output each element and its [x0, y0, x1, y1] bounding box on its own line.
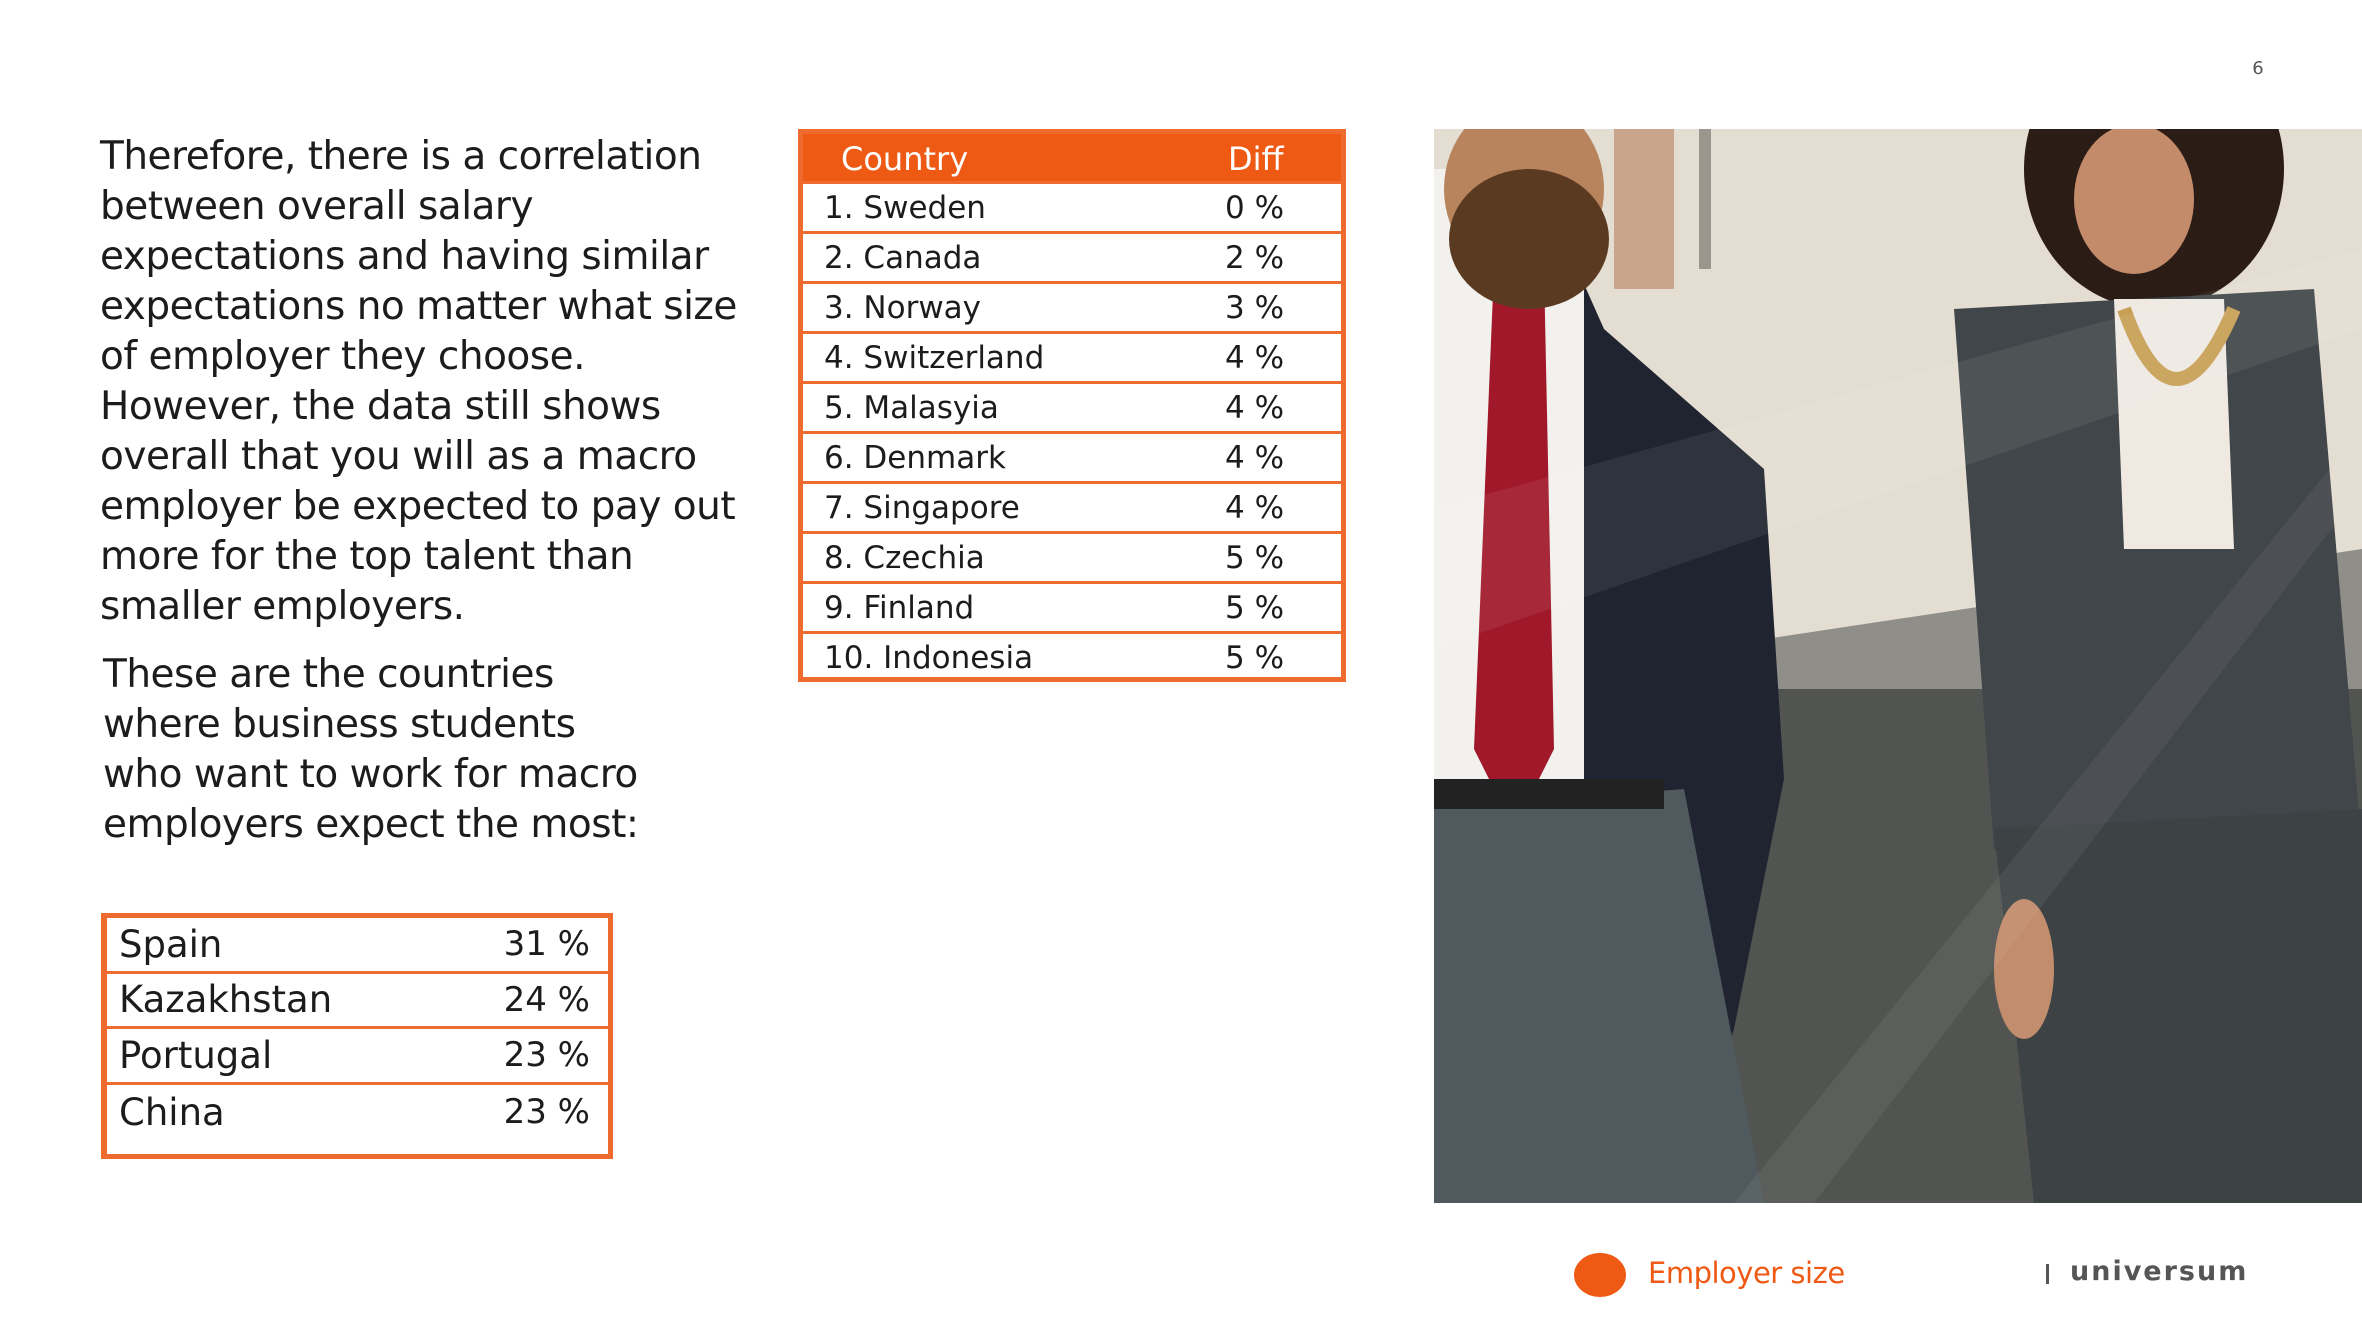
row-country: 7. Singapore: [824, 490, 1020, 526]
row-diff: 4 %: [1225, 340, 1285, 376]
country-diff-table: [798, 129, 1346, 682]
universum-logo: universum: [2070, 1256, 2249, 1287]
lead-paragraph: These are the countries where business students who want to work for macro employers expect the most:: [103, 652, 639, 847]
header-diff: Diff: [1228, 140, 1284, 178]
intro-paragraph: Therefore, there is a correlation between overall salary expectations and having similar expectations no matter what size of employer they choose. However, the data still shows overall that you will as a macro employer be expected to pay out more for the top talent than smaller employers.: [100, 134, 737, 629]
table-row: [803, 581, 1341, 631]
header-country: Country: [841, 140, 969, 178]
row-diff: 4 %: [1225, 490, 1285, 526]
country-name: Spain: [119, 922, 223, 966]
row-diff: 5 %: [1225, 640, 1285, 676]
table-row: [803, 431, 1341, 481]
country-value: 24 %: [503, 979, 590, 1020]
top-countries-table: [101, 913, 613, 1159]
country-value: 31 %: [503, 924, 590, 965]
row-diff: 0 %: [1225, 190, 1285, 226]
country-name: China: [119, 1090, 225, 1134]
table-row: [803, 531, 1341, 581]
country-value: 23 %: [503, 1092, 590, 1133]
table-row: [803, 481, 1341, 531]
table-row: [803, 331, 1341, 381]
table-row: [803, 231, 1341, 281]
row-country: 8. Czechia: [824, 540, 985, 576]
row-diff: 5 %: [1225, 590, 1285, 626]
row-diff: 5 %: [1225, 540, 1285, 576]
section-label: Employer size: [1648, 1256, 1845, 1290]
table-row: [803, 281, 1341, 331]
table-row: [803, 381, 1341, 431]
country-name: Kazakhstan: [119, 978, 333, 1022]
row-country: 4. Switzerland: [824, 340, 1045, 376]
row-diff: 4 %: [1225, 440, 1285, 476]
table-row: [803, 181, 1341, 231]
row-country: 2. Canada: [824, 240, 982, 276]
section-dot-icon: [1574, 1253, 1626, 1297]
row-diff: 2 %: [1225, 240, 1285, 276]
country-value: 23 %: [503, 1035, 590, 1076]
table-header: [803, 134, 1341, 181]
row-diff: 4 %: [1225, 390, 1285, 426]
business-people-photo: [1434, 129, 2362, 1203]
table-row: [107, 974, 608, 1030]
row-country: 9. Finland: [824, 590, 975, 626]
photo-illustration: [1434, 129, 2362, 1203]
row-country: 3. Norway: [824, 290, 982, 326]
row-country: 1. Sweden: [824, 190, 986, 226]
table-row: [107, 1029, 608, 1085]
table-row: [107, 918, 608, 974]
table-row: [803, 631, 1341, 681]
row-country: 10. Indonesia: [824, 640, 1034, 676]
row-diff: 3 %: [1225, 290, 1285, 326]
row-country: 5. Malasyia: [824, 390, 999, 426]
country-name: Portugal: [119, 1033, 273, 1077]
row-country: 6. Denmark: [824, 440, 1006, 476]
table-row: [107, 1085, 608, 1141]
page-number: 6: [2252, 58, 2264, 79]
footer-divider: [2046, 1264, 2049, 1284]
